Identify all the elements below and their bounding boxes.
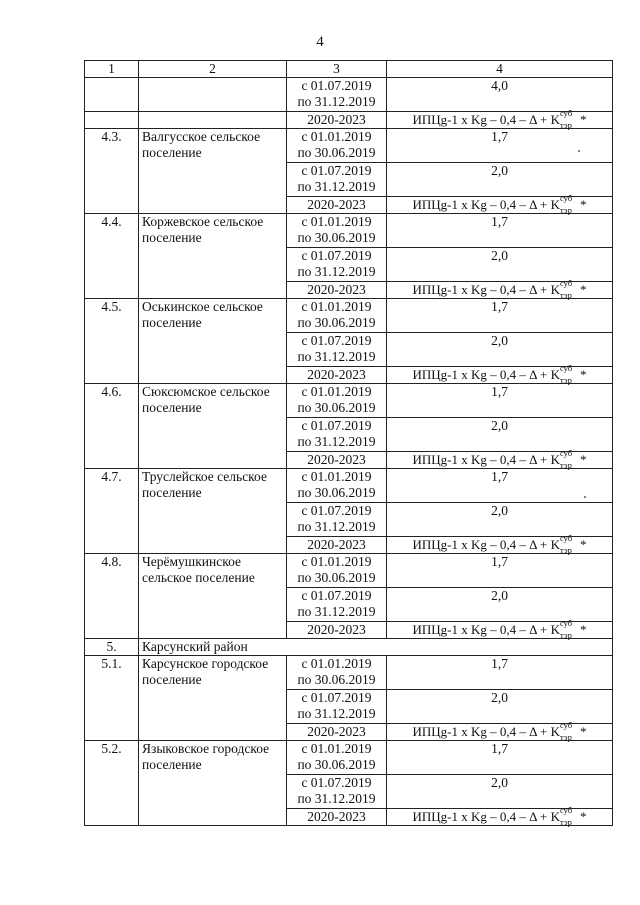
table-row — [85, 299, 613, 333]
formula-superscript: суб — [560, 108, 573, 118]
formula-superscript: суб — [560, 193, 573, 203]
formula-indices — [560, 278, 580, 300]
table-row — [85, 78, 613, 112]
formula-text: ИПЦg-1 x Kg – 0,4 – Δ + K — [412, 282, 560, 297]
value-cell: 1,7 — [387, 214, 613, 248]
period-range-cell: 2020-2023 — [287, 112, 387, 129]
settlement-name-cell: Карсунское городское поселение — [139, 656, 287, 741]
period-cell — [287, 690, 387, 724]
row-number-cell — [85, 112, 139, 129]
period-cell — [287, 248, 387, 282]
period-to: по 30.06.2019 — [297, 757, 376, 772]
table-body — [85, 61, 613, 826]
column-header: 1 — [85, 61, 139, 78]
period-to: по 31.12.2019 — [297, 706, 376, 721]
period-cell — [287, 214, 387, 248]
period-to: по 30.06.2019 — [297, 315, 376, 330]
formula-subscript: тэр — [560, 630, 572, 640]
period-to: по 31.12.2019 — [297, 264, 376, 279]
row-number-cell: 5.2. — [85, 741, 139, 826]
formula-asterisk: * — [580, 724, 587, 739]
formula-text: ИПЦg-1 x Kg – 0,4 – Δ + K — [412, 112, 560, 127]
formula-cell — [387, 108, 613, 130]
period-cell — [287, 78, 387, 112]
formula-text: ИПЦg-1 x Kg – 0,4 – Δ + K — [412, 452, 560, 467]
table-row — [85, 214, 613, 248]
row-number-cell: 5. — [85, 639, 139, 656]
formula-asterisk: * — [580, 197, 587, 212]
table-row — [85, 554, 613, 588]
period-cell — [287, 163, 387, 197]
row-number-cell: 4.6. — [85, 384, 139, 469]
formula-asterisk: * — [580, 809, 587, 824]
value-cell: 2,0 — [387, 418, 613, 452]
period-cell — [287, 741, 387, 775]
period-to: по 31.12.2019 — [297, 94, 376, 109]
period-to: по 30.06.2019 — [297, 145, 376, 160]
formula-subscript: тэр — [560, 375, 572, 385]
table-row — [85, 384, 613, 418]
row-number-cell: 4.8. — [85, 554, 139, 639]
period-to: по 30.06.2019 — [297, 672, 376, 687]
table-row — [85, 741, 613, 775]
formula-cell — [387, 193, 613, 215]
formula-superscript: суб — [560, 278, 573, 288]
value-cell: 2,0 — [387, 503, 613, 537]
value-cell: 1,7 — [387, 384, 613, 418]
value-cell: 2,0 — [387, 588, 613, 622]
formula-subscript: тэр — [560, 732, 572, 742]
period-from: с 01.01.2019 — [301, 469, 372, 484]
scan-speck — [578, 150, 580, 152]
period-cell — [287, 333, 387, 367]
period-from: с 01.07.2019 — [301, 503, 372, 518]
formula-indices — [560, 363, 580, 385]
formula-indices — [560, 108, 580, 130]
period-from: с 01.01.2019 — [301, 214, 372, 229]
formula-indices — [560, 193, 580, 215]
period-range-cell: 2020-2023 — [287, 282, 387, 299]
period-from: с 01.01.2019 — [301, 299, 372, 314]
district-heading-row — [85, 639, 613, 656]
period-from: с 01.07.2019 — [301, 690, 372, 705]
formula-superscript: суб — [560, 363, 573, 373]
district-name-cell: Карсунский район — [139, 639, 613, 656]
scan-speck — [584, 496, 586, 498]
period-cell — [287, 656, 387, 690]
formula-indices — [560, 533, 580, 555]
value-cell: 4,0 — [387, 78, 613, 112]
formula-cell — [387, 720, 613, 742]
row-number-cell — [85, 78, 139, 112]
period-to: по 31.12.2019 — [297, 791, 376, 806]
settlement-cell — [139, 112, 287, 129]
formula-text: ИПЦg-1 x Kg – 0,4 – Δ + K — [412, 367, 560, 382]
period-to: по 31.12.2019 — [297, 519, 376, 534]
settlement-name-cell: Сюксюмское сельское поселение — [139, 384, 287, 469]
period-to: по 30.06.2019 — [297, 230, 376, 245]
period-from: с 01.01.2019 — [301, 741, 372, 756]
value-cell: 2,0 — [387, 248, 613, 282]
formula-text: ИПЦg-1 x Kg – 0,4 – Δ + K — [412, 197, 560, 212]
value-cell: 1,7 — [387, 129, 613, 163]
tariff-table — [84, 60, 613, 826]
table-row — [85, 656, 613, 690]
row-number-cell: 4.3. — [85, 129, 139, 214]
formula-superscript: суб — [560, 448, 573, 458]
formula-subscript: тэр — [560, 120, 572, 130]
formula-superscript: суб — [560, 805, 573, 815]
table-row — [85, 129, 613, 163]
period-range-cell: 2020-2023 — [287, 367, 387, 384]
period-from: с 01.07.2019 — [301, 248, 372, 263]
period-cell — [287, 588, 387, 622]
formula-superscript: суб — [560, 533, 573, 543]
formula-text: ИПЦg-1 x Kg – 0,4 – Δ + K — [412, 537, 560, 552]
value-cell: 1,7 — [387, 299, 613, 333]
period-to: по 31.12.2019 — [297, 179, 376, 194]
formula-cell — [387, 448, 613, 470]
formula-asterisk: * — [580, 622, 587, 637]
period-from: с 01.07.2019 — [301, 333, 372, 348]
period-range-cell: 2020-2023 — [287, 622, 387, 639]
period-to: по 30.06.2019 — [297, 570, 376, 585]
period-cell — [287, 384, 387, 418]
value-cell: 1,7 — [387, 656, 613, 690]
period-from: с 01.07.2019 — [301, 418, 372, 433]
period-from: с 01.01.2019 — [301, 554, 372, 569]
formula-asterisk: * — [580, 112, 587, 127]
settlement-name-cell: Черёмушкинское сельское поселение — [139, 554, 287, 639]
formula-subscript: тэр — [560, 460, 572, 470]
period-from: с 01.01.2019 — [301, 129, 372, 144]
period-range-cell: 2020-2023 — [287, 724, 387, 741]
period-to: по 31.12.2019 — [297, 434, 376, 449]
formula-cell — [387, 618, 613, 640]
formula-indices — [560, 720, 580, 742]
period-from: с 01.07.2019 — [301, 78, 372, 93]
formula-subscript: тэр — [560, 817, 572, 827]
formula-superscript: суб — [560, 618, 573, 628]
value-cell: 1,7 — [387, 741, 613, 775]
period-range-cell: 2020-2023 — [287, 197, 387, 214]
period-cell — [287, 418, 387, 452]
formula-subscript: тэр — [560, 290, 572, 300]
column-header: 3 — [287, 61, 387, 78]
formula-subscript: тэр — [560, 545, 572, 555]
formula-superscript: суб — [560, 720, 573, 730]
value-cell: 2,0 — [387, 163, 613, 197]
period-range-cell: 2020-2023 — [287, 537, 387, 554]
period-to: по 30.06.2019 — [297, 485, 376, 500]
period-from: с 01.07.2019 — [301, 163, 372, 178]
value-cell: 1,7 — [387, 469, 613, 503]
period-cell — [287, 299, 387, 333]
period-range-cell: 2020-2023 — [287, 452, 387, 469]
formula-text: ИПЦg-1 x Kg – 0,4 – Δ + K — [412, 622, 560, 637]
formula-indices — [560, 805, 580, 827]
period-cell — [287, 469, 387, 503]
period-from: с 01.07.2019 — [301, 775, 372, 790]
formula-asterisk: * — [580, 537, 587, 552]
period-from: с 01.01.2019 — [301, 384, 372, 399]
column-header: 2 — [139, 61, 287, 78]
table-row — [85, 112, 613, 129]
period-cell — [287, 554, 387, 588]
formula-cell — [387, 533, 613, 555]
period-to: по 31.12.2019 — [297, 349, 376, 364]
formula-cell — [387, 278, 613, 300]
formula-subscript: тэр — [560, 205, 572, 215]
period-cell — [287, 775, 387, 809]
period-from: с 01.07.2019 — [301, 588, 372, 603]
formula-text: ИПЦg-1 x Kg – 0,4 – Δ + K — [412, 809, 560, 824]
header-row — [85, 61, 613, 78]
period-from: с 01.01.2019 — [301, 656, 372, 671]
page-number: 4 — [316, 34, 324, 50]
period-cell — [287, 503, 387, 537]
formula-text: ИПЦg-1 x Kg – 0,4 – Δ + K — [412, 724, 560, 739]
formula-indices — [560, 618, 580, 640]
settlement-name-cell: Валгусское сельское поселение — [139, 129, 287, 214]
value-cell: 2,0 — [387, 333, 613, 367]
row-number-cell: 4.4. — [85, 214, 139, 299]
row-number-cell: 4.5. — [85, 299, 139, 384]
row-number-cell: 4.7. — [85, 469, 139, 554]
table-row — [85, 469, 613, 503]
period-cell — [287, 129, 387, 163]
formula-cell — [387, 805, 613, 827]
row-number-cell: 5.1. — [85, 656, 139, 741]
formula-asterisk: * — [580, 282, 587, 297]
formula-asterisk: * — [580, 367, 587, 382]
period-range-cell: 2020-2023 — [287, 809, 387, 826]
settlement-cell — [139, 78, 287, 112]
settlement-name-cell: Оськинское сельское поселение — [139, 299, 287, 384]
value-cell: 2,0 — [387, 775, 613, 809]
value-cell: 1,7 — [387, 554, 613, 588]
formula-indices — [560, 448, 580, 470]
value-cell: 2,0 — [387, 690, 613, 724]
column-header: 4 — [387, 61, 613, 78]
period-to: по 31.12.2019 — [297, 604, 376, 619]
formula-asterisk: * — [580, 452, 587, 467]
period-to: по 30.06.2019 — [297, 400, 376, 415]
settlement-name-cell: Коржевское сельское поселение — [139, 214, 287, 299]
settlement-name-cell: Языковское городское поселение — [139, 741, 287, 826]
settlement-name-cell: Труслейское сельское поселение — [139, 469, 287, 554]
formula-cell — [387, 363, 613, 385]
